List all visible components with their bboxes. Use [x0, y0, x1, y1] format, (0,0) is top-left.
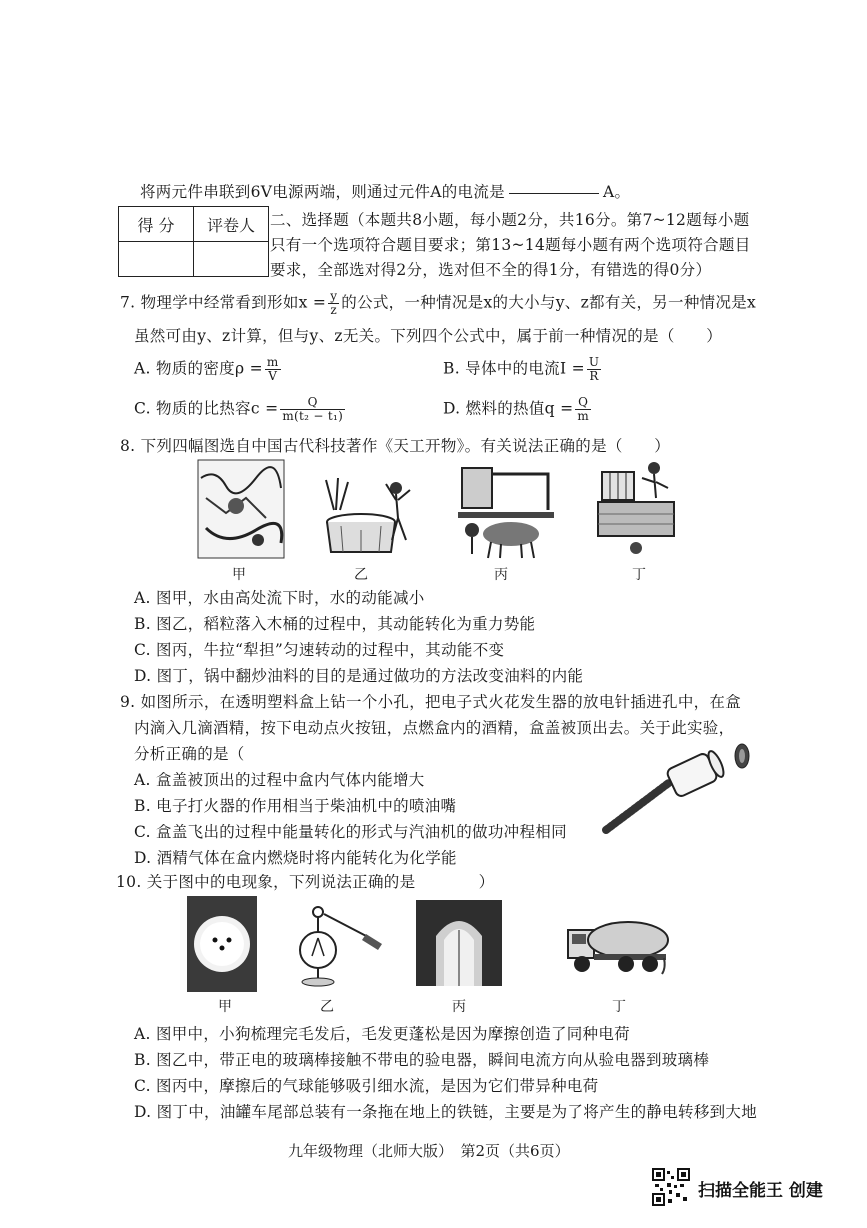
q7-formula-num: y [330, 289, 338, 303]
q10-figure-balloon [416, 900, 502, 986]
q10-option-c: C. 图丙中，摩擦后的气球能够吸引细水流，是因为它们带异种电荷 [134, 1077, 599, 1095]
q10-option-b: B. 图乙中，带正电的玻璃棒接触不带电的验电器，瞬间电流方向从验电器到玻璃棒 [134, 1051, 710, 1069]
q9-option-c: C. 盒盖飞出的过程中能量转化的形式与汽油机的做功冲程相同 [134, 823, 567, 841]
section2-line1: 二、选择题（本题共8小题，每小题2分，共16分。第7~12题每小题 [270, 211, 750, 229]
q8-option-d: D. 图丁，锅中翻炒油料的目的是通过做功的方法改变油料的内能 [134, 667, 584, 685]
q10-figure-electroscope [290, 904, 386, 988]
score-cell [119, 242, 194, 277]
q9-stem-line2: 内滴入几滴酒精，按下电动点火按钮，点燃盒内的酒精，盒盖被顶出去。关于此实验， [134, 719, 735, 737]
q8-option-b: B. 图乙，稻粒落入木桶的过程中，其动能转化为重力势能 [134, 615, 536, 633]
q9-option-d: D. 酒精气体在盒内燃烧时将内能转化为化学能 [134, 849, 457, 867]
q9-stem-line1: 9. 如图所示，在透明塑料盒上钻一个小孔，把电子式火花发生器的放电针插进孔中，在盒 [120, 693, 742, 711]
q7-c-num: Q [280, 396, 345, 410]
q8-figure-ding [596, 458, 676, 560]
q8-figure-yi [316, 470, 416, 560]
q8-caption-jia: 甲 [232, 567, 246, 583]
q6-unit: A。 [602, 183, 631, 201]
q7-option-d [443, 396, 593, 423]
q8-caption-bing: 丙 [494, 567, 508, 583]
q9-option-a: A. 盒盖被顶出的过程中盒内气体内能增大 [134, 771, 425, 789]
q7-b-den: R [589, 369, 599, 383]
q7-option-c [134, 396, 347, 423]
qr-code-icon [652, 1168, 690, 1206]
q6-tail-text: 将两元件串联到6V电源两端，则通过元件A的电流是 [140, 183, 505, 201]
q8-figure-jia [196, 458, 286, 560]
q10-figure-tanker [566, 912, 670, 976]
q7-b-text: B. 导体中的电流I = [443, 359, 585, 378]
section2-line3: 要求，全部选对得2分，选对但不全的得1分，有错选的得0分） [270, 261, 712, 279]
q8-option-a: A. 图甲，水由高处流下时，水的动能减小 [134, 589, 425, 607]
answer-blank [509, 192, 599, 194]
q7-d-num: Q [575, 396, 591, 410]
q8-caption-yi: 乙 [354, 567, 368, 583]
q7-a-den: V [268, 369, 278, 383]
grader-cell [194, 242, 269, 277]
grader-header: 评卷人 [194, 207, 269, 242]
q7-option-b [443, 356, 603, 383]
q9-figure-box [600, 742, 760, 838]
q10-caption-ding: 丁 [612, 999, 626, 1015]
page-footer: 九年级物理（北师大版） 第2页（共6页） [288, 1142, 570, 1160]
q10-figure-dog [187, 896, 257, 992]
q7-d-frac [575, 396, 591, 423]
q7-c-den: m(t₂ − t₁) [282, 409, 344, 423]
q7-b-num: U [588, 355, 600, 369]
q8-caption-ding: 丁 [632, 567, 646, 583]
q7-a-text: A. 物质的密度ρ = [134, 359, 263, 378]
q7-formula-frac [328, 290, 339, 317]
section2-line2: 只有一个选项符合题目要求；第13~14题每小题有两个选项符合题目 [270, 236, 751, 254]
q7-d-text: D. 燃料的热值q = [443, 399, 574, 418]
q7-stem-b: 的公式，一种情况是x的大小与y、z都有关，另一种情况是x [341, 293, 757, 312]
q6-tail [140, 180, 630, 202]
q10-stem: 10. 关于图中的电现象，下列说法正确的是 ） [116, 873, 495, 891]
q7-a-frac [265, 356, 281, 383]
q7-stem-a: 7. 物理学中经常看到形如 [120, 293, 299, 312]
q9-stem-line3: 分析正确的是（ [134, 745, 245, 763]
score-table [118, 206, 269, 277]
watermark-text: 扫描全能王 创建 [698, 1181, 823, 1201]
q7-formula-den: z [330, 303, 338, 317]
q10-caption-bing: 丙 [452, 999, 466, 1015]
q8-stem: 8. 下列四幅图选自中国古代科技著作《天工开物》。有关说法正确的是（ ） [120, 437, 671, 455]
q10-caption-yi: 乙 [320, 999, 334, 1015]
q9-option-b: B. 电子打火器的作用相当于柴油机中的喷油嘴 [134, 797, 457, 815]
q7-stem-line2: 虽然可由y、z计算，但与y、z无关。下列四个公式中，属于前一种情况的是（ ） [134, 327, 723, 345]
q10-caption-jia: 甲 [218, 999, 232, 1015]
q10-option-a: A. 图甲中，小狗梳理完毛发后，毛发更蓬松是因为摩擦创造了同种电荷 [134, 1025, 630, 1043]
q7-stem-line1 [120, 290, 756, 317]
q7-option-a [134, 356, 283, 383]
q10-option-d: D. 图丁中，油罐车尾部总装有一条拖在地上的铁链，主要是为了将产生的静电转移到大地 [134, 1103, 758, 1121]
score-header: 得 分 [119, 207, 194, 242]
q7-b-frac [587, 356, 601, 383]
q8-figure-bing [456, 462, 556, 560]
q7-c-text: C. 物质的比热容c = [134, 399, 279, 418]
q7-a-num: m [266, 355, 279, 369]
q7-formula-lhs: x = [298, 293, 327, 312]
q7-c-frac [280, 396, 345, 423]
q8-option-c: C. 图丙，牛拉“犁担”匀速转动的过程中，其动能不变 [134, 641, 505, 659]
q7-d-den: m [577, 409, 590, 423]
